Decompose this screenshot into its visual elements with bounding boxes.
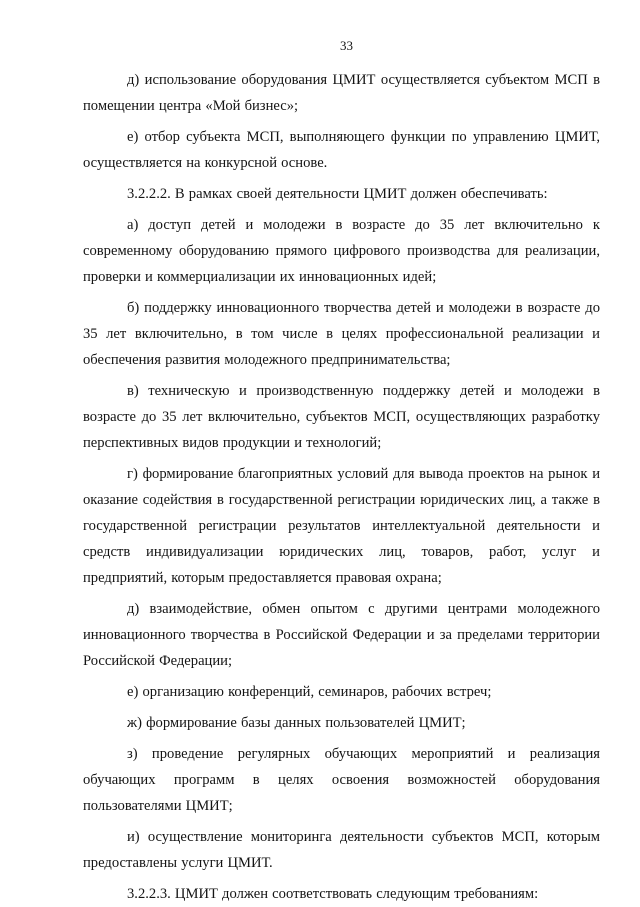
page-number: 33 <box>340 38 353 53</box>
paragraph-d-equipment-use: д) использование оборудования ЦМИТ осуществляется субъектом МСП в помещении центра «Мой бизнес»; <box>83 72 600 114</box>
list-item-g: г) формирование благоприятных условий для вывода проектов на рынок и оказание содействия в государственной регистрации юридических лиц, а также в государственной регистрации результатов интеллектуальной деятельности и средств индивидуализации юридических лиц, товаров, работ, услуг и предприятий, которым предоставляется правовая охрана; <box>83 466 600 586</box>
section-3-2-2-3-heading: 3.2.2.3. ЦМИТ должен соответствовать следующим требованиям: <box>127 886 539 902</box>
section-3-2-2-2-heading: 3.2.2.2. В рамках своей деятельности ЦМИТ должен обеспечивать: <box>127 186 548 202</box>
paragraph-e-selection: е) отбор субъекта МСП, выполняющего функции по управлению ЦМИТ, осуществляется на конкурсной основе. <box>83 129 600 171</box>
list-item-z: з) проведение регулярных обучающих мероприятий и реализация обучающих программ в целях освоения возможностей оборудования пользователями ЦМИТ; <box>83 746 600 814</box>
list-item-a: а) доступ детей и молодежи в возрасте до 35 лет включительно к современному оборудованию прямого цифрового производства для реализации, проверки и коммерциализации их инновационных идей; <box>83 217 600 285</box>
list-item-b: б) поддержку инновационного творчества детей и молодежи в возрасте до 35 лет включительно, в том числе в целях профессиональной реализации и обеспечения развития молодежного предпринимательства; <box>83 300 600 368</box>
list-item-v: в) техническую и производственную поддержку детей и молодежи в возрасте до 35 лет включительно, субъектов МСП, осуществляющих разработку перспективных видов продукции и технологий; <box>83 383 600 451</box>
list-item-d: д) взаимодействие, обмен опытом с другими центрами молодежного инновационного творчества в Российской Федерации и за пределами территории Российской Федерации; <box>83 601 600 669</box>
list-item-e: е) организацию конференций, семинаров, рабочих встреч; <box>127 684 492 700</box>
list-item-zh: ж) формирование базы данных пользователей ЦМИТ; <box>127 715 466 731</box>
list-item-i: и) осуществление мониторинга деятельности субъектов МСП, которым предоставлены услуги ЦМИТ. <box>83 829 600 871</box>
